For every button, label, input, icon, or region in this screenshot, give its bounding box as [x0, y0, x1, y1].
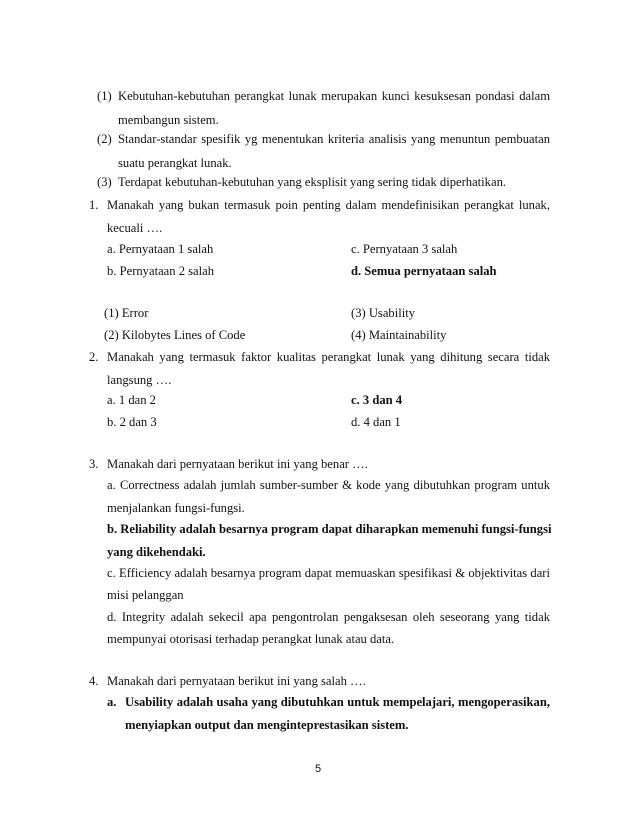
question-1-line2: kecuali …. [107, 221, 163, 235]
question-3-option-b-line1: b. Reliability adalah besarnya program dapat diharapkan memenuhi fungsi-fungsi [107, 522, 552, 536]
question-2-number: 2. [89, 350, 99, 364]
intro-statement-1-line2: membangun sistem. [118, 113, 219, 127]
intro-statement-2-line2: suatu perangkat lunak. [118, 156, 232, 170]
question-1-number: 1. [89, 198, 99, 212]
question-4-number: 4. [89, 674, 99, 688]
intro-statement-2-line1: Standar-standar spesifik yg menentukan kriteria analisis yang menuntun pembuatan [118, 132, 550, 146]
question-1-line1: Manakah yang bukan termasuk poin penting dalam mendefinisikan perangkat lunak, [107, 198, 550, 212]
question-3-option-a-line1: a. Correctness adalah jumlah sumber-sumber & kode yang dibutuhkan program untuk [107, 478, 550, 492]
question-3-line1: Manakah dari pernyataan berikut ini yang benar …. [107, 457, 368, 471]
question-3-option-c-line1: c. Efficiency adalah besarnya program dapat memuaskan spesifikasi & objektivitas dari [107, 566, 550, 580]
factor-1: (1) Error [104, 306, 149, 320]
intro-statement-2-number: (2) [97, 132, 112, 146]
intro-statement-1-number: (1) [97, 89, 112, 103]
question-2-line1: Manakah yang termasuk faktor kualitas perangkat lunak yang dihitung secara tidak [107, 350, 550, 364]
question-3-option-b-line2: yang dikehendaki. [107, 545, 206, 559]
question-2-option-d: d. 4 dan 1 [351, 415, 401, 429]
intro-statement-3-number: (3) [97, 175, 112, 189]
factor-2: (2) Kilobytes Lines of Code [104, 328, 246, 342]
question-1-option-a: a. Pernyataan 1 salah [107, 242, 214, 256]
question-1-option-d: d. Semua pernyataan salah [351, 264, 497, 278]
factor-4: (4) Maintainability [351, 328, 447, 342]
question-4-option-a-line2: menyiapkan output dan menginteprestasikan sistem. [125, 718, 409, 732]
question-2-option-c: c. 3 dan 4 [351, 393, 403, 407]
factor-3: (3) Usability [351, 306, 416, 320]
question-3-option-d-line1: d. Integrity adalah sekecil apa pengontrolan pengaksesan oleh seseorang yang tidak [107, 610, 550, 624]
question-3-option-a-line2: menjalankan fungsi-fungsi. [107, 501, 245, 515]
question-2-option-b: b. 2 dan 3 [107, 415, 157, 429]
intro-statement-1-line1: Kebutuhan-kebutuhan perangkat lunak merupakan kunci kesuksesan pondasi dalam [118, 89, 550, 103]
question-4-line1: Manakah dari pernyataan berikut ini yang salah …. [107, 674, 366, 688]
question-3-number: 3. [89, 457, 99, 471]
question-3-option-c-line2: misi pelanggan [107, 588, 184, 602]
question-1-option-c: c. Pernyataan 3 salah [351, 242, 458, 256]
question-1-option-b: b. Pernyataan 2 salah [107, 264, 215, 278]
intro-statement-3-line1: Terdapat kebutuhan-kebutuhan yang eksplisit yang sering tidak diperhatikan. [118, 175, 507, 189]
question-4-option-a-label: a. [107, 695, 117, 709]
question-4-option-a-line1: Usability adalah usaha yang dibutuhkan untuk mempelajari, mengoperasikan, [125, 695, 550, 709]
question-3-option-d-line2: mempunyai otorisasi terhadap perangkat lunak atau data. [107, 632, 395, 646]
page-number: 5 [315, 763, 322, 775]
question-2-line2: langsung …. [107, 373, 172, 387]
question-2-option-a: a. 1 dan 2 [107, 393, 156, 407]
